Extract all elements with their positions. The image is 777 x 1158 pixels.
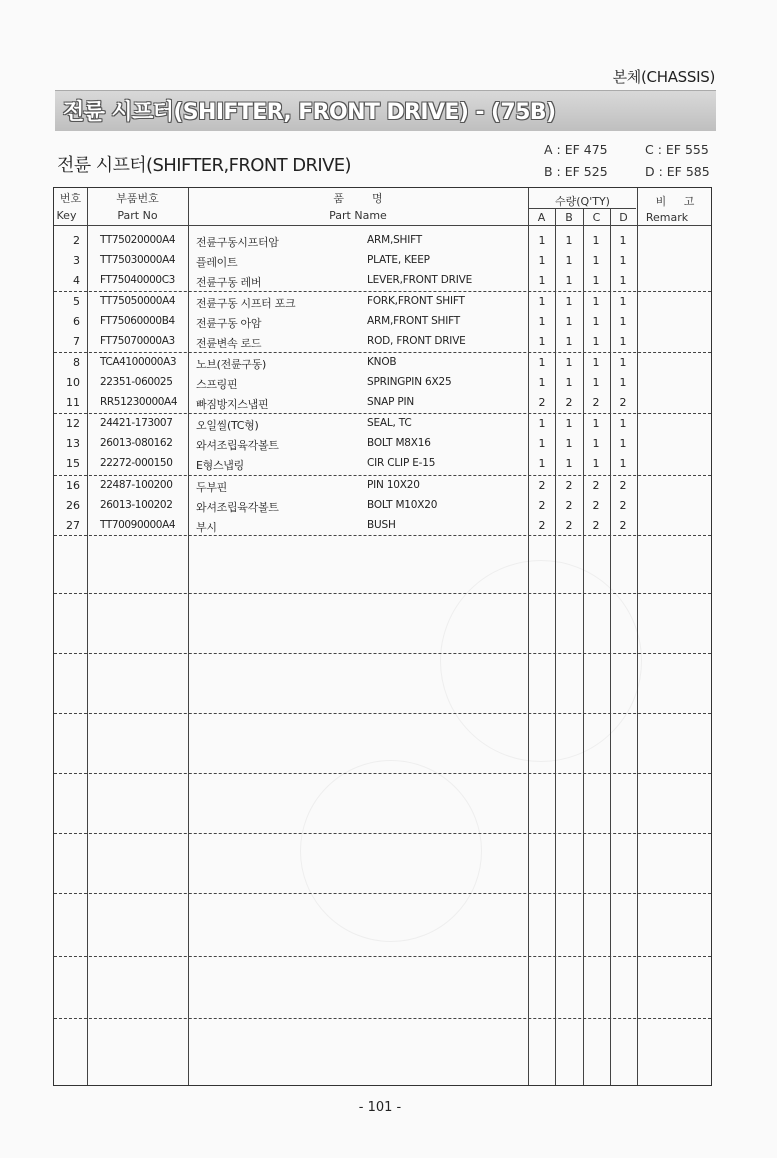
row-name-english: SEAL, TC [367, 417, 412, 429]
title-banner [55, 90, 716, 131]
page-number: - 101 - [358, 1100, 402, 1115]
row-qty-d: 1 [619, 376, 627, 389]
row-key: 27 [66, 519, 80, 532]
row-name-korean: 와셔조립육각볼트 [196, 439, 279, 452]
row-qty-c: 1 [592, 457, 600, 470]
model-d: D : EF 585 [645, 164, 710, 179]
row-key: 5 [73, 295, 80, 308]
row-qty-d: 2 [619, 479, 627, 492]
row-qty-d: 1 [619, 417, 627, 430]
table-row [54, 250, 711, 270]
row-qty-d: 2 [619, 519, 627, 532]
row-name-korean: 전륜구동시프터암 [196, 236, 279, 249]
row-qty-b: 1 [565, 254, 573, 267]
row-qty-c: 2 [592, 499, 600, 512]
row-qty-a: 2 [538, 479, 546, 492]
row-name-korean: 전륜구동 시프터 포크 [196, 297, 296, 310]
row-name-korean: 와셔조립육각볼트 [196, 501, 279, 514]
row-name-korean: 전륜구동 레버 [196, 276, 262, 289]
header-remark-eng: Remark [645, 211, 689, 224]
row-qty-b: 2 [565, 479, 573, 492]
header-bottom-rule [54, 225, 711, 226]
row-key: 6 [73, 315, 80, 328]
row-qty-b: 1 [565, 335, 573, 348]
row-name-english: CIR CLIP E-15 [367, 457, 436, 469]
row-part-number: TT75020000A4 [100, 234, 176, 246]
row-part-number: FT75060000B4 [100, 315, 175, 327]
row-part-number: 22351-060025 [100, 376, 173, 388]
row-qty-b: 1 [565, 234, 573, 247]
row-part-number: FT75070000A3 [100, 335, 175, 347]
row-qty-a: 1 [538, 274, 546, 287]
row-qty-b: 1 [565, 437, 573, 450]
row-qty-a: 1 [538, 437, 546, 450]
row-name-english: ARM,FRONT SHIFT [367, 315, 461, 327]
header-col-b: B [565, 211, 573, 224]
table-row [54, 291, 711, 311]
table-row [54, 352, 711, 372]
row-qty-a: 2 [538, 396, 546, 409]
row-part-number: 26013-080162 [100, 437, 173, 449]
row-name-korean: 오일씰(TC형) [196, 419, 259, 432]
row-key: 10 [66, 376, 80, 389]
row-qty-c: 2 [592, 479, 600, 492]
row-name-korean: 전륜구동 아암 [196, 317, 262, 330]
group-separator [54, 1018, 711, 1019]
row-key: 7 [73, 335, 80, 348]
row-qty-a: 1 [538, 457, 546, 470]
row-name-english: BOLT M10X20 [367, 499, 438, 511]
row-qty-c: 1 [592, 254, 600, 267]
row-key: 26 [66, 499, 80, 512]
row-part-number: TT75030000A4 [100, 254, 176, 266]
row-qty-b: 1 [565, 457, 573, 470]
row-qty-a: 1 [538, 356, 546, 369]
section-label: 본체(CHASSIS) [612, 68, 715, 86]
row-part-number: TT70090000A4 [100, 519, 176, 531]
table-row [54, 475, 711, 495]
row-qty-a: 2 [538, 519, 546, 532]
header-part-kor: 부품번호 [116, 192, 159, 205]
row-key: 15 [66, 457, 80, 470]
row-qty-a: 2 [538, 499, 546, 512]
row-qty-d: 1 [619, 315, 627, 328]
header-qty: 수량(Q'TY) [555, 195, 610, 208]
group-separator [54, 956, 711, 957]
model-c: C : EF 555 [645, 142, 709, 157]
group-separator [54, 713, 711, 714]
row-qty-c: 1 [592, 295, 600, 308]
row-qty-d: 1 [619, 254, 627, 267]
row-qty-c: 1 [592, 376, 600, 389]
row-name-english: SNAP PIN [367, 396, 415, 408]
row-key: 2 [73, 234, 80, 247]
header-name-kor: 품 명 [333, 192, 383, 205]
row-name-korean: 부시 [196, 521, 217, 534]
row-qty-d: 1 [619, 457, 627, 470]
row-name-english: FORK,FRONT SHIFT [367, 295, 465, 307]
row-qty-d: 2 [619, 396, 627, 409]
header-col-a: A [537, 211, 546, 224]
row-qty-c: 1 [592, 417, 600, 430]
row-qty-b: 1 [565, 295, 573, 308]
row-qty-b: 2 [565, 499, 573, 512]
banner-title: 전륜 시프터(SHIFTER, FRONT DRIVE) - (75B) [63, 100, 556, 125]
row-part-number: RR51230000A4 [100, 396, 178, 408]
row-name-english: ROD, FRONT DRIVE [367, 335, 466, 347]
group-separator [54, 833, 711, 834]
row-name-korean: 플레이트 [196, 256, 238, 269]
model-list-right [645, 139, 710, 183]
row-part-number: FT75040000C3 [100, 274, 175, 286]
group-separator [54, 535, 711, 536]
group-separator [54, 653, 711, 654]
table-row [54, 372, 711, 392]
row-qty-c: 2 [592, 396, 600, 409]
row-qty-a: 1 [538, 417, 546, 430]
header-part-eng: Part No [117, 209, 158, 222]
row-name-korean: 노브(전륜구동) [196, 358, 266, 371]
row-part-number: 22272-000150 [100, 457, 173, 469]
row-qty-d: 1 [619, 234, 627, 247]
row-qty-a: 1 [538, 335, 546, 348]
row-qty-a: 1 [538, 376, 546, 389]
row-name-english: KNOB [367, 356, 397, 368]
row-qty-a: 1 [538, 254, 546, 267]
page-subtitle: 전륜 시프터(SHIFTER,FRONT DRIVE) [57, 155, 351, 176]
header-key-eng: Key [56, 209, 77, 222]
header-col-d: D [619, 211, 628, 224]
row-name-korean: E형스냅링 [196, 459, 244, 472]
group-separator [54, 893, 711, 894]
table-row [54, 311, 711, 331]
row-qty-b: 1 [565, 376, 573, 389]
group-separator [54, 773, 711, 774]
table-row [54, 270, 711, 290]
table-row [54, 413, 711, 433]
row-name-english: PLATE, KEEP [367, 254, 430, 266]
row-key: 13 [66, 437, 80, 450]
row-name-english: SPRINGPIN 6X25 [367, 376, 452, 388]
row-part-number: TCA4100000A3 [100, 356, 177, 368]
model-b: B : EF 525 [544, 164, 608, 179]
table-row [54, 433, 711, 453]
row-qty-d: 1 [619, 335, 627, 348]
row-name-english: BOLT M8X16 [367, 437, 431, 449]
row-name-english: PIN 10X20 [367, 479, 420, 491]
row-qty-b: 1 [565, 356, 573, 369]
header-col-c: C [592, 211, 601, 224]
header-key-kor: 번호 [59, 192, 82, 205]
row-qty-d: 2 [619, 499, 627, 512]
row-qty-b: 1 [565, 274, 573, 287]
row-key: 16 [66, 479, 80, 492]
model-a: A : EF 475 [544, 142, 608, 157]
row-key: 4 [73, 274, 80, 287]
parts-table [53, 187, 712, 1086]
row-name-korean: 전륜변속 로드 [196, 337, 262, 350]
row-qty-b: 1 [565, 315, 573, 328]
row-qty-c: 1 [592, 437, 600, 450]
row-qty-a: 1 [538, 234, 546, 247]
header-remark-kor: 비 고 [655, 195, 695, 208]
model-list-left [544, 139, 608, 183]
row-part-number: 24421-173007 [100, 417, 173, 429]
table-row [54, 230, 711, 250]
header-name-eng: Part Name [329, 209, 387, 222]
row-name-korean: 스프링핀 [196, 378, 238, 391]
row-qty-a: 1 [538, 295, 546, 308]
row-qty-c: 1 [592, 274, 600, 287]
row-qty-d: 1 [619, 274, 627, 287]
row-qty-b: 1 [565, 417, 573, 430]
row-qty-d: 1 [619, 356, 627, 369]
row-name-english: LEVER,FRONT DRIVE [367, 274, 473, 286]
row-qty-c: 1 [592, 356, 600, 369]
row-key: 12 [66, 417, 80, 430]
table-row [54, 392, 711, 412]
row-qty-a: 1 [538, 315, 546, 328]
row-qty-d: 1 [619, 295, 627, 308]
group-separator [54, 593, 711, 594]
table-row [54, 515, 711, 535]
table-row [54, 331, 711, 351]
row-qty-d: 1 [619, 437, 627, 450]
row-name-english: BUSH [367, 519, 396, 531]
row-qty-c: 2 [592, 519, 600, 532]
row-name-korean: 빠짐방지스냅핀 [196, 398, 269, 411]
row-name-english: ARM,SHIFT [367, 234, 423, 246]
row-qty-c: 1 [592, 234, 600, 247]
table-row [54, 453, 711, 473]
header-qty-divider [528, 208, 636, 209]
row-qty-b: 2 [565, 396, 573, 409]
row-part-number: 26013-100202 [100, 499, 173, 511]
row-key: 8 [73, 356, 80, 369]
row-qty-c: 1 [592, 315, 600, 328]
row-key: 11 [66, 396, 80, 409]
row-name-korean: 두부핀 [196, 481, 227, 494]
row-key: 3 [73, 254, 80, 267]
row-part-number: TT75050000A4 [100, 295, 176, 307]
table-row [54, 495, 711, 515]
row-part-number: 22487-100200 [100, 479, 173, 491]
row-qty-b: 2 [565, 519, 573, 532]
row-qty-c: 1 [592, 335, 600, 348]
